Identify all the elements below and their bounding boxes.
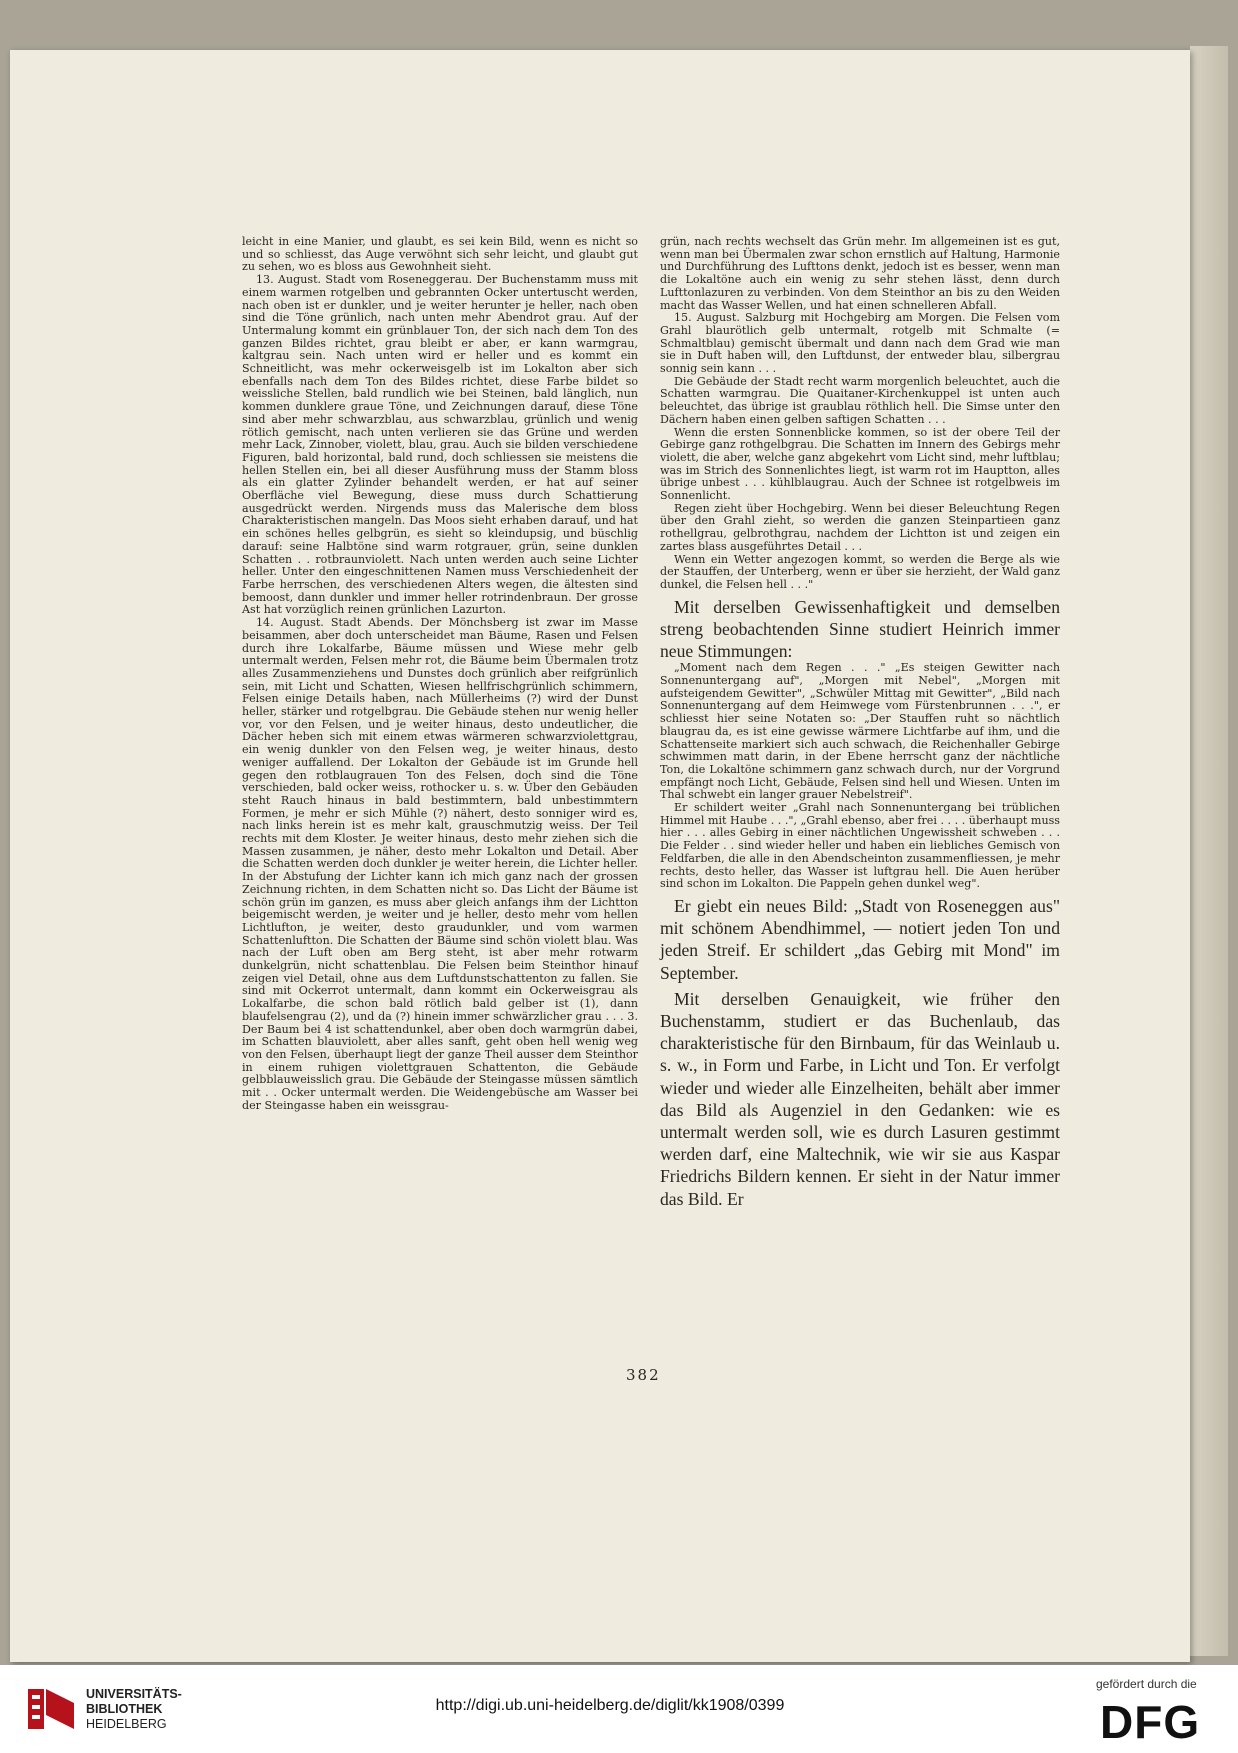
logo-line-1: UNIVERSITÄTS- <box>86 1687 182 1701</box>
left-paragraph-2: 13. August. Stadt vom Roseneggerau. Der Buchenstamm muss mit einem warmen rotgelben und gebrannten Ocker untertuscht werden, nach oben ist er dunkler, und je weiter herunter je heller, nach oben sind die Töne grünlich, nach unten mehr Abendrot grau. Auf der Untermalung kommt ein grünblauer Ton, der sich nach dem Ton des ganzen Bildes richtet, grau bleibt er aber, er kann warmgrau, kaltgrau sein. Nach unten wird er heller und es kommt ein Schneitlicht, was mehr ockerweisgelb ist im Lokalton aber sich ebenfalls nach dem Ton des Bildes richtet, diese Farbe bildet so weissliche Stellen, bald rundlich wie bei Steinen, bald länglich, nun kommen dunklere graue Töne, und Zeichnungen darauf, diese Töne sind aber mehr schwarzblau, aus schwarzblau, grünlich und wenig rötlich gemischt, nach unten verlieren sie das Grüne und werden mehr Lack, Zinnober, violett, blau, grau. Auch sie bilden verschiedene Figuren, bald horizontal, bald rund, doch schliessen sie meistens die hellen Stellen ein, bei all dieser Ausführung muss der Stamm bloss als ein glatter Zylinder behandelt werden, er hat auf seiner Oberfläche viel Bewegung, diese muss durch Schattierung ausgedrückt werden. Nirgends muss das Malerische dem bloss Charakteristischen mangeln. Das Moos sieht erhaben darauf, und hat ein schönes helles gelbgrün, es sieht so kleindupsig, und büschlig darauf: seine Halbtöne sind warm rotgrauer, grün, seine dunklen Schatten . . rotbraunviolett. Nach unten werden auch seine Lichter heller. Unter den eingeschnittenen Namen muss Verschiedenheit der Farbe herrschen, des verschiedenen Alters wegen, die ältesten sind bemoost, dann dunkler und immer heller rotrindenbraun. Der grosse Ast hat vorzüglich reinen grünlichen Lazurton. <box>242 273 638 617</box>
source-url-link[interactable]: http://digi.ub.uni-heidelberg.de/diglit/kk1908/0399 <box>435 1697 785 1714</box>
dfg-logo: DFG <box>1100 1696 1201 1748</box>
right-paragraph-4: Wenn die ersten Sonnenblicke kommen, so ist der obere Teil der Gebirge ganz rothgelbgrau. Die Schatten im Innern des Gebirgs mehr violett, die aber, welche ganz abgekehrt vom Licht sind, mehr luftblau; was im Strich des Sonnenlichtes liegt, ist warm rot im Hauptton, alles übrige unbest . . . kühlblaugrau. Auch der Schnee ist rotgelbweis im Sonnenlicht. <box>660 425 1060 503</box>
right-paragraph-2: 15. August. Salzburg mit Hochgebirg am Morgen. Die Felsen vom Grahl blaurötlich gelb untermalt, rotgelb mit Schmalte (= Schmaltblau) gemischt übermalt und dann nach dem Grad wie man sie in Duft haben will, den Luftdunst, der entweder blau, silbergrau sonnig sein kann . . . <box>660 311 1060 376</box>
right-paragraph-1: grün, nach rechts wechselt das Grün mehr. Im allgemeinen ist es gut, wenn man bei Übermalen zwar schon ernstlich auf Haltung, Harmonie und Durchführung des Lufttons denkt, jedoch ist es besser, wenn man die Lokaltöne auch ein wenig zu sehr stehen lässt, denn durch Lufttonlazuren zu verbinden. Von dem Steinthor an bis zu den Weiden macht das Wasser Wellen, und hat einen schnelleren Abfall. <box>660 235 1060 312</box>
right-quote-2: Er schildert weiter „Grahl nach Sonnenuntergang bei trüblichen Himmel mit Haube . . .", „Grahl ebenso, aber frei . . . . überhaupt muss hier . . . alles Gebirg in einer nächtlichen Ungewissheit schweben . . . Die Felder . . sind wieder heller und haben ein liebliches Gemisch von Feldfarben, die alle in den Abendscheinton zusammenfliessen, je mehr rechts, desto heller, das Wasser ist luftgrau hell. Die Auen herüber sind schon im Lokalton. Die Pappeln gehen dunkel weg". <box>660 801 1060 891</box>
right-quote-1: „Moment nach dem Regen . . ." „Es steigen Gewitter nach Sonnenuntergang auf", „Morgen mit Nebel", „Morgen mit aufsteigendem Gewitter", „Schwüler Mittag mit Gewitter", „Bild nach Sonnenuntergang auf dem Heimwege vom Fürstenbrunnen . . .", er schliesst hier seine Notaten so: „Der Stauffen ruht so nächtlich blaugrau da, es ist eine gewisse wärmere Lichtfarbe auf ihm, und die Schattenseite markiert sich auch schwach, die Reichenhaller Gebirge schwimmen matt darin, in der Ebene herrscht ganz der nächtliche Ton, die Lokaltöne schimmern ganz schwach durch, nur der Vorgrund empfängt noch Licht, Gebäude, Felsen sind hell und Wiesen. Unten im Thal schwebt ein langer grauer Nebelstreif". <box>660 661 1060 802</box>
university-library-logo-icon <box>26 1683 76 1733</box>
left-paragraph-3: 14. August. Stadt Abends. Der Mönchsberg ist zwar im Masse beisammen, aber doch unterscheidet man Bäume, Rasen und Felsen durch ihre Lokalfarbe, Bäume müssen und Wiese mehr gelb untermalt werden, Felsen mehr rot, die Bäume beim Übermalen trotz alles Zusammenziehens und Dunstes doch grünlich aber reifgrünlich sein, mit Licht und Schatten, Wiesen hellfrischgrünlich schimmern, Felsen einige Details haben, nach Müllerheims (?) wird der Dunst heller, stärker und rotgelbgrau. Die Gebäude stehen nur wenig heller vor, vor den Felsen, und je weiter hinaus, desto undeutlicher, die Dächer heben sich mit einem etwas wärmeren schwarzviolettgrau, ein wenig dunkler von den Felsen weg, je weiter hinaus, desto weniger auffallend. Der Lokalton der Gebäude ist im Grunde hell gegen den rotblaugrauen Ton des Felsen, doch sind die Töne verschieden, bald ocker weiss, rothocker u. s. w. Über den Gebäuden steht Rauch hinaus in bald bestimmtern, bald unbestimmtern Formen, je mehr er sich Mühle (?) nähert, desto sonniger wird es, nach links herein ist es mehr kalt, grauschmutzig weiss. Der Teil rechts mit dem Kloster. Je weiter hinaus, desto mehr ziehen sich die Massen zusammen, je näher, desto mehr Lokalton und Detail. Aber die Schatten werden doch dunkler je weiter herein, die Lichter heller. In der Abstufung der Lichter kann ich mich ganz nach der grossen Zeichnung richten, in dem Schatten nicht so. Das Licht der Bäume ist schön grün im ganzen, es muss aber gleich anfangs ihm der Lichtton beigemischt werden, je weiter und je heller, desto mehr vom hellen Lichtlufton, je weiter, desto graudunkler, und vom warmen Schattenluftton. Die Schatten der Bäume sind schön violett blau. Was nach der Luft oben am Berg steht, ist aber mehr rotwarm dunkelgrün, nicht schattenblau. Die Felsen beim Steinthor hinauf zeigen viel Detail, ohne aus dem Luftdunstschattenton zu fallen. Sie sind mit Ockerrot untermalt, dann kommt ein Ockerweisgrau als Lokalfarbe, die schon bald rötlich bald gelber ist (1), dann blaufelsengrau (2), und da (?) hinein immer schwärzlicher grau . . . 3. Der Baum bei 4 ist schattendunkel, aber oben doch warmgrün dabei, im Schatten blauviolett, aber alles sanft, geht oben hell wenig weg von den Felsen, überhaupt liegt der ganze Theil ausser dem Steinthor in einem ruhigen violettgrauen Schattenton, die Gebäude gelbblauweisslich grau. Die Gebäude der Steingasse müssen sämtlich mit . . Ocker untermalt werden. Die Weidengebüsche am Wasser bei der Steingasse haben ein weissgrau- <box>242 616 638 1112</box>
left-paragraph-1: leicht in eine Manier, und glaubt, es sei kein Bild, wenn es nicht so und so schliesst, das Auge verwöhnt sich sehr leicht, und glaubt gut zu sehen, wo es bloss aus Gewohnheit sieht. <box>242 235 638 274</box>
page-number: 382 <box>626 1366 661 1384</box>
logo-line-2: BIBLIOTHEK <box>86 1702 163 1716</box>
left-column <box>242 236 638 1113</box>
right-paragraph-3: Die Gebäude der Stadt recht warm morgenlich beleuchtet, auch die Schatten warmgrau. Die Quaitaner-Kirchenkuppel ist unten auch beleuchtet, das übrige ist graublau röthlich hell. Die Simse unter den Dächern haben einen gelben saftigen Schatten . . . <box>660 374 1060 426</box>
right-body-paragraph-2: Er giebt ein neues Bild: „Stadt von Roseneggen aus" mit schönem Abendhimmel, — notiert jeden Ton und jeden Streif. Er schildert „das Gebirg mit Mond" im September. <box>660 895 1060 983</box>
university-library-name <box>86 1687 182 1732</box>
right-column <box>660 236 1060 1210</box>
right-paragraph-5: Regen zieht über Hochgebirg. Wenn bei dieser Beleuchtung Regen über den Grahl zieht, so werden die ganzen Steinpartieen ganz rothellgrau, gelbrothgrau, nachdem der Lichtton ist und zeigen ein zartes blass ausgeführtes Detail . . . <box>660 501 1060 553</box>
sponsor-label: gefördert durch die <box>1096 1677 1197 1691</box>
right-body-paragraph-3: Mit derselben Genauigkeit, wie früher den Buchenstamm, studiert er das Buchenlaub, das charakteristische für den Birnbaum, für das Weinlaub u. s. w., in Form und Farbe, in Licht und Ton. Er verfolgt wieder und wieder alle Einzelheiten, behält aber immer das Bild als Augenziel in den Gedanken: wie es untermalt werden soll, wie es durch Lasuren gestimmt werden darf, eine Maltechnik, wie wir sie aus Kaspar Friedrichs Bildern kennen. Er sieht in der Natur immer das Bild. Er <box>660 988 1060 1209</box>
right-body-paragraph-1: Mit derselben Gewissenhaftigkeit und demselben streng beobachtenden Sinne studiert Heinrich immer neue Stimmungen: <box>660 596 1060 662</box>
logo-line-3: HEIDELBERG <box>86 1717 167 1731</box>
right-paragraph-6: Wenn ein Wetter angezogen kommt, so werden die Berge als wie der Stauffen, der Unterberg, wenn er über sie herzieht, der Wald ganz dunkel, die Felsen hell . . ." <box>660 552 1060 591</box>
footer-bar <box>0 1665 1238 1753</box>
page-edge <box>1190 46 1228 1656</box>
